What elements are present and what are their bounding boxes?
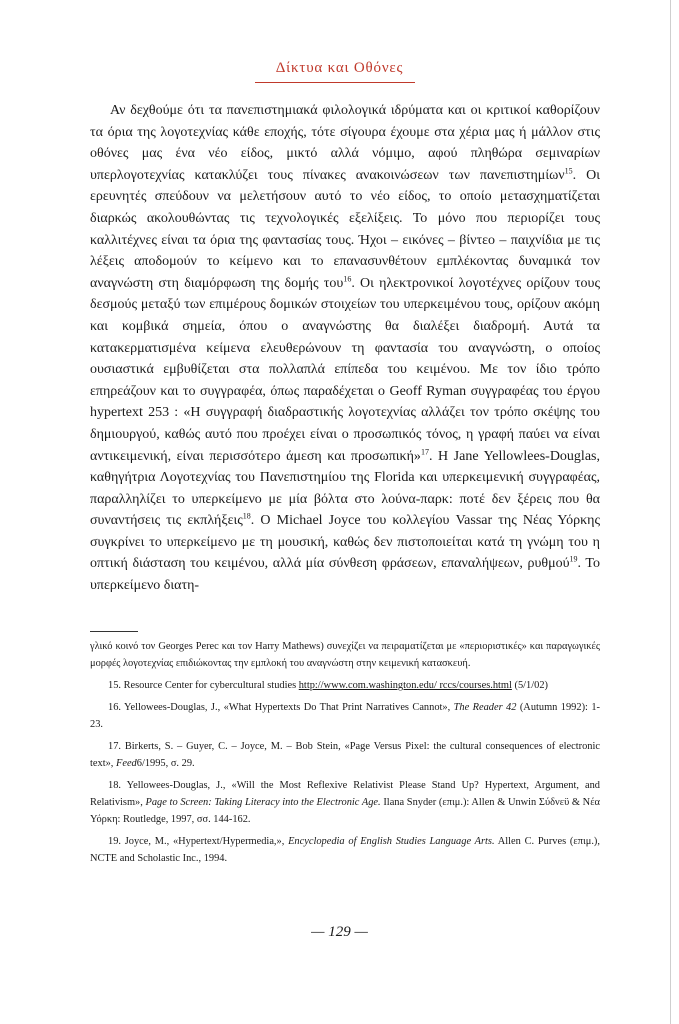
footnotes [90, 638, 600, 872]
footnote-18 [90, 777, 600, 828]
body-text-part: . Οι ερευνητές σπεύδουν να μελετήσουν αυτό το νέο είδος, το οποίο μετασχηματίζεται διαρκώς ακολουθώντας τις τεχνολογικές εξελίξεις. Το μόνο που περιορίζει τους καλλιτέχνες είναι τα όρια της φαντασίας τους. Ήχοι – εικόνες – βίντεο – παιχνίδια με τις λέξεις αποδομούν το κείμενο και το επανασυνθέτουν εμπλέκοντας δυναμικά τον αναγνώστη στη διαμόρφωση της δομής του [90, 167, 600, 291]
footnote-17 [90, 738, 600, 772]
footnote-16 [90, 699, 600, 733]
page-edge-line [670, 0, 671, 1024]
footnote-ref-18: 18 [242, 511, 251, 521]
footnote-date: (5/1/02) [511, 680, 548, 691]
running-head-rule [255, 82, 415, 83]
body-paragraph [90, 100, 600, 597]
footnote-text: 6/1995, σ. 29. [136, 758, 195, 769]
body-text-part: . Η Jane Yellowlees-Douglas, καθηγήτρια Λογοτεχνίας του Πανεπιστημίου της Florida και υπερκειμενική συγγραφέας, παραλληλίζει το υπερκείμενο με μία βόλτα στο λούνα-παρκ: ποτέ δεν ξέρεις που θα συναντήσεις τις εκπλήξεις [90, 448, 600, 529]
footnote-journal: Page to Screen: Taking Literacy into the Electronic Age. [145, 797, 381, 808]
running-head: Δίκτυα και Οθόνες [275, 60, 404, 76]
footnote-separator [90, 631, 138, 632]
footnote-text: 15. Resource Center for cybercultural studies [108, 680, 299, 691]
footnote-ref-17: 17 [420, 446, 429, 456]
footnote-continuation: γλικό κοινό τον Georges Perec και τον Harry Mathews) συνεχίζει να πειραματίζεται με «περιοριστικές» και παραγωγικές μορφές λογοτεχνίας επιδιώκοντας την εμπλοκή του αναγνώστη στην κειμενική κατασκευή. [90, 641, 600, 669]
footnote-ref-19: 19 [569, 554, 578, 564]
footnote-text: 18. Yellowees-Douglas, J., «Will the Most Reflexive Relativist Please Stand Up? Hypertext, Argument, and Relativism», [90, 780, 600, 808]
footnote-15 [90, 677, 600, 694]
footnote-text: 19. Joyce, M., «Hypertext/Hypermedia,», [108, 836, 289, 847]
body-text-part: . Οι ηλεκτρονικοί λογοτέχνες ορίζουν τους δεσμούς μεταξύ των επιμέρους δομικών στοιχείων του υπερκειμένου τους, ορίζουν ακόμη και κομβικά σημεία, όπου ο αναγνώστης θα διαλέξει διαδρομή. Αυτά τα κατακερματισμένα κείμενα ελευθερώνουν τη φαντασία του αναγνώστη, ο οποίος ουσιαστικά εμβυθίζεται στα πολλαπλά επίπεδα του κειμένου. Με τον ίδιο τρόπο επηρεάζουν και το συγγραφέα, όπως παραδέχεται ο Geoff Ryman συγγραφέας του έργου hypertext 253 : «Η συγγραφή διαδραστικής λογοτεχνίας αλλάζει τον τρόπο σκέψης του δημιουργού, καθώς αυτό που προέχει είναι ο προσωπικός τόνος, η γραφή παύει να είναι αντικειμενική, είναι περισσότερο άμεση και προσωπική» [90, 275, 601, 464]
footnote-text: (Autumn 1992): 1-23. [90, 702, 600, 730]
body-text-part: . Ο Michael Joyce του κολλεγίου Vassar της Νέας Υόρκης συγκρίνει το υπερκείμενο με τη μουσική, καθώς δεν πιστοποιείται κατά τη γνώμη του η οπτική διάσταση του κειμένου, αλλά μία σύνθεση φράσεων, επαναλήψεων, ρυθμού [90, 513, 601, 572]
page-number: — 129 — [311, 924, 368, 940]
footnote-text: 16. Yellowees-Douglas, J., «What Hypertexts Do That Print Narratives Cannot», [108, 702, 454, 713]
footnote-url-link[interactable]: http://www.com.washington.edu/ rccs/courses.html [298, 680, 512, 691]
footnote-journal: Feed [115, 758, 137, 769]
footnote-journal: The Reader 42 [453, 702, 517, 713]
footnote-text: 17. Birkerts, S. – Guyer, C. – Joyce, M. – Bob Stein, «Page Versus Pixel: the cultural consequences of electronic text», [90, 741, 600, 769]
footnote-ref-16: 16 [343, 274, 352, 284]
body-text-part: . Το υπερκείμενο διατη- [90, 556, 600, 594]
body-text-part: Αν δεχθούμε ότι τα πανεπιστημιακά φιλολογικά ιδρύματα και οι κριτικοί καθορίζουν τα όρια της λογοτεχνίας κάθε εποχής, τότε σίγουρα έχουμε στα χέρια μας ή μάλλον στις οθόνες μας ένα νέο είδος, μικτό αλλά νόμιμο, αφού πληθώρα σεμιναρίων υπερλογοτεχνίας κατακλύζει τους πίνακες ανακοινώσεων των πανεπιστημίων [90, 103, 600, 183]
footnote-text: Ilana Snyder (επιμ.): Allen & Unwin Σύδνεϋ & Νέα Υόρκη: Routledge, 1997, σσ. 144-162. [90, 797, 600, 825]
footnote-journal: Encyclopedia of English Studies Language Arts. [288, 836, 495, 847]
footnote-ref-15: 15 [564, 166, 573, 176]
footnote-text: Allen C. Purves (επιμ.), NCTE and Scholastic Inc., 1994. [90, 836, 600, 864]
footnote-19 [90, 833, 600, 867]
